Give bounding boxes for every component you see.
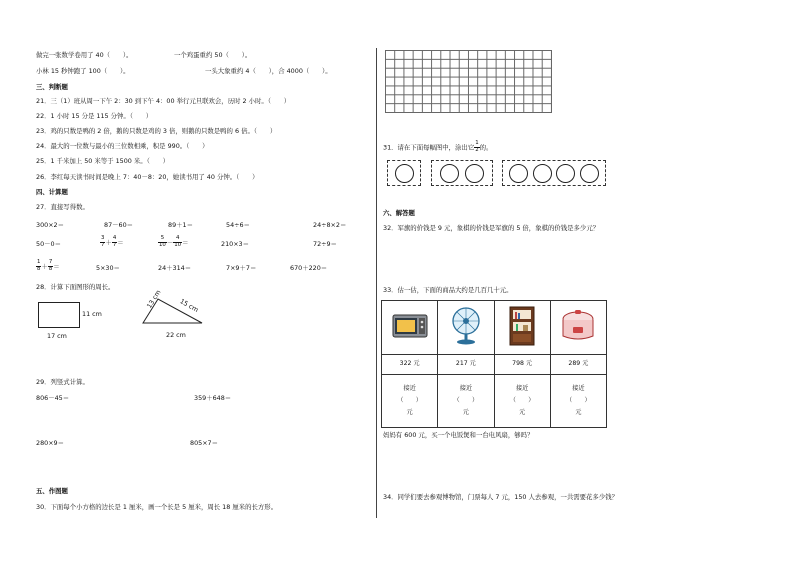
- circle-group-2: [431, 160, 493, 186]
- fraction: $\frac{1}{8}$: [37, 259, 41, 273]
- vertical-calc-item: 806－45＝: [36, 394, 70, 402]
- fraction-calc-item: $\frac{3}{7}$ ＋ $\frac{4}{7}$ ＝: [101, 235, 124, 249]
- question-23: 23．鸡的只数是鸭的 2 倍，鹅的只数是鸡的 3 倍，则鹅的只数是鸭的 6 倍。（ ）: [36, 127, 277, 135]
- question-32: 32．军旗的价钱是 9 元，象棋的价钱是军旗的 5 倍，象棋的价钱是多少元？: [383, 224, 600, 232]
- column-divider: [376, 48, 377, 518]
- calc-item: 89＋1＝: [168, 221, 193, 229]
- circle: [556, 164, 575, 183]
- fraction-calc-item: $\frac{1}{8}$ ＋ $\frac{7}{8}$ ＝: [37, 259, 60, 273]
- triangle-right-side-label: 15 cm: [178, 297, 200, 315]
- fraction: $\frac{5}{10}$: [159, 235, 166, 249]
- section-heading-drawing: 五、作图题: [36, 487, 68, 495]
- estimate-cell: 接近 （ ） 元: [438, 375, 494, 428]
- estimate-cell: 接近 （ ） 元: [382, 375, 438, 428]
- square-grid: [385, 50, 552, 113]
- calc-item: 54÷6＝: [226, 221, 250, 229]
- goods-image-cell: [550, 301, 606, 355]
- circle-group-1: [387, 160, 421, 186]
- section-heading-judgement: 三、判断题: [36, 83, 68, 91]
- fraction: $\frac{4}{10}$: [174, 235, 182, 249]
- question-33: 33．估一估，下面的商品大约是几百几十元。: [383, 286, 513, 294]
- circle: [533, 164, 552, 183]
- fill-blank-line-1b: 一个鸡蛋重约 50（ ）。: [174, 51, 252, 59]
- price-cell: 798 元: [494, 355, 550, 375]
- goods-price-table: [381, 300, 607, 428]
- microwave-oven-icon: [391, 309, 429, 343]
- question-30: 30．下面每个小方格的边长是 1 厘米，画一个长是 5 厘米，周长 18 厘米的长方形。: [36, 503, 278, 511]
- calc-item: 24＋314＝: [158, 264, 192, 272]
- question-33-follow-up: 妈妈有 600 元，买一个电饭煲和一台电风扇，够吗？: [383, 431, 534, 439]
- price-cell: 217 元: [438, 355, 494, 375]
- calc-item: 210×3＝: [221, 240, 250, 248]
- circle-group-3: [502, 160, 606, 186]
- fraction: $\frac{7}{8}$: [48, 259, 53, 273]
- calc-item: 87－60＝: [104, 221, 134, 229]
- rectangle-figure: [38, 302, 80, 328]
- question-29: 29．列竖式计算。: [36, 378, 89, 386]
- fill-blank-line-2b: 一头大象重约 4（ ），合 4000（ ）。: [205, 67, 332, 75]
- section-heading-calculation: 四、计算题: [36, 188, 68, 196]
- question-25: 25．1 千米加上 50 米等于 1500 米。（ ）: [36, 157, 170, 165]
- question-24: 24．最大的一位数与最小的三位数相乘，积是 990。（ ）: [36, 142, 209, 150]
- circle: [395, 164, 414, 183]
- circle: [580, 164, 599, 183]
- fraction: $\frac{1}{2}$: [475, 140, 479, 154]
- fraction: $\frac{3}{7}$: [101, 235, 105, 249]
- triangle-base-label: 22 cm: [166, 331, 186, 339]
- goods-image-cell: [382, 301, 438, 355]
- goods-image-cell: [438, 301, 494, 355]
- section-heading-word-problems: 六、解答题: [383, 209, 415, 217]
- question-22: 22．1 小时 15 分是 115 分钟。（ ）: [36, 112, 153, 120]
- estimate-cell: 接近 （ ） 元: [494, 375, 550, 428]
- question-28: 28．计算下面图形的周长。: [36, 283, 115, 291]
- fill-blank-line-2a: 小林 15 秒钟跑了 100（ ）。: [36, 67, 130, 75]
- price-cell: 322 元: [382, 355, 438, 375]
- fraction: $\frac{4}{7}$: [112, 235, 117, 249]
- calc-item: 24÷8×2＝: [313, 221, 347, 229]
- calc-item: 300×2＝: [36, 221, 65, 229]
- calc-item: 670＋220＝: [290, 264, 328, 272]
- question-26: 26．李红每天读书时间是晚上 7：40－8：20，她读书用了 40 分钟。（ ）: [36, 173, 259, 181]
- bookcase-icon: [507, 305, 537, 347]
- circle: [465, 164, 484, 183]
- vertical-calc-item: 359＋648＝: [194, 394, 232, 402]
- question-21: 21．三（1）班从周一下午 2：30 到下午 4：00 举行元旦联欢会，历时 2 小时。（ ）: [36, 97, 291, 105]
- calc-item: 50－0＝: [36, 240, 61, 248]
- rectangle-height-label: 11 cm: [82, 310, 102, 318]
- rectangle-width-label: 17 cm: [47, 332, 67, 340]
- calc-item: 72÷9＝: [313, 240, 337, 248]
- price-cell: 289 元: [550, 355, 606, 375]
- goods-image-cell: [494, 301, 550, 355]
- vertical-calc-item: 805×7＝: [190, 439, 219, 447]
- question-27: 27．直接写得数。: [36, 203, 89, 211]
- circle: [440, 164, 459, 183]
- fill-blank-line-1a: 做完一张数学卷用了 40（ ）。: [36, 51, 133, 59]
- question-31: 31．请在下面每幅图中，涂出它 $\frac{1}{2}$ 的。: [383, 140, 493, 154]
- fraction-calc-item: $\frac{5}{10}$ － $\frac{4}{10}$ ＝: [159, 235, 189, 249]
- electric-fan-icon: [447, 306, 485, 346]
- estimate-cell: 接近 （ ） 元: [550, 375, 606, 428]
- calc-item: 5×30＝: [96, 264, 120, 272]
- calc-item: 7×9＋7＝: [226, 264, 257, 272]
- triangle-left-side-label: 13 cm: [145, 288, 163, 310]
- circle: [509, 164, 528, 183]
- vertical-calc-item: 280×9＝: [36, 439, 65, 447]
- rice-cooker-icon: [559, 308, 597, 344]
- question-34: 34．同学们要去参观博物馆，门票每人 7 元，150 人去参观，一共需要花多少钱？: [383, 493, 618, 501]
